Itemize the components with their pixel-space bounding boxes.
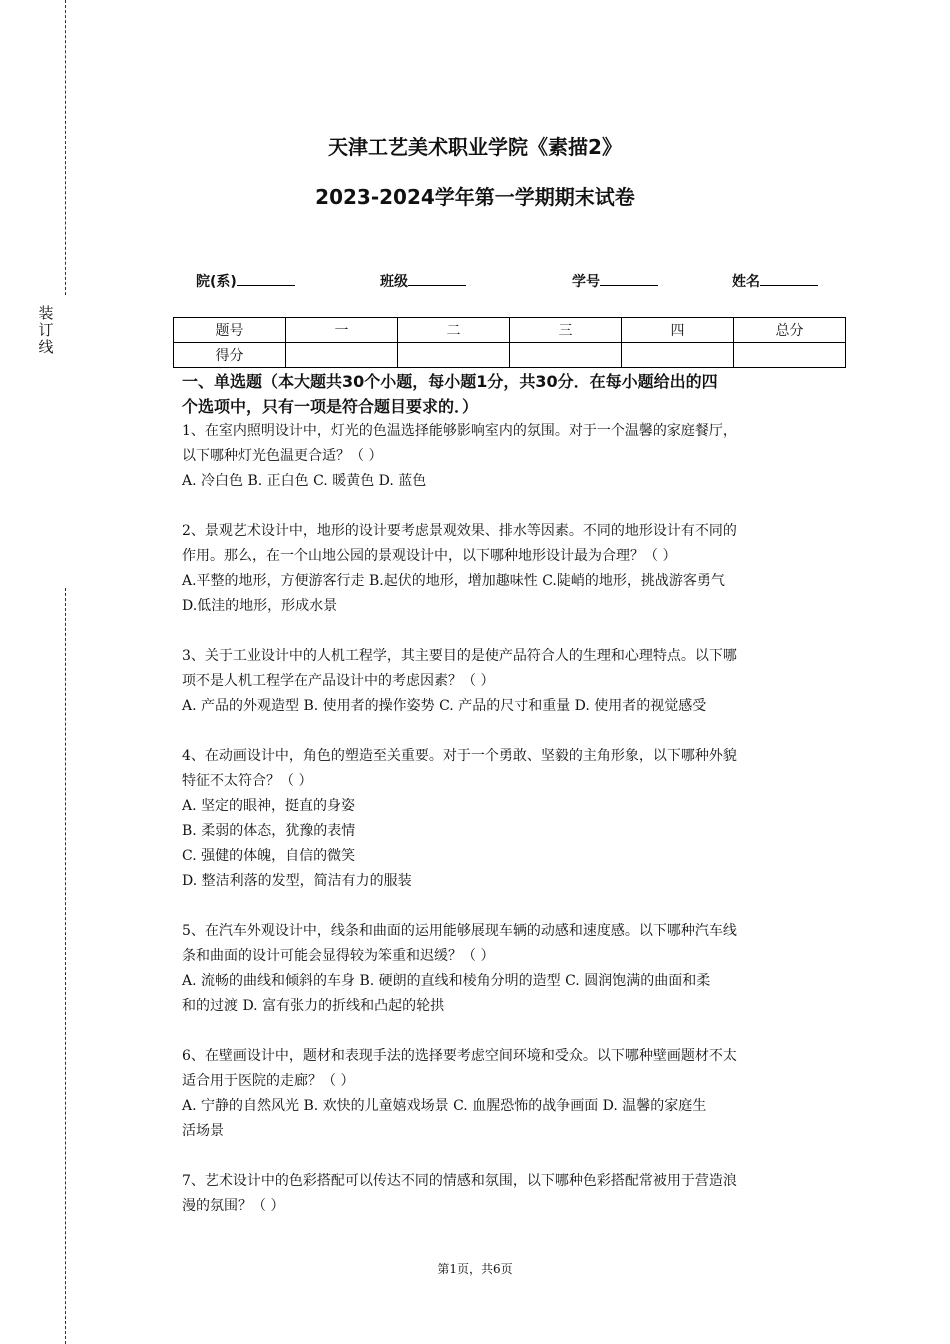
question-item (182, 1044, 842, 1144)
binding-char: 订 (38, 321, 54, 339)
score-header-cell: 四 (622, 318, 734, 343)
score-header-cell: 题号 (174, 318, 286, 343)
exam-title: 天津工艺美术职业学院《素描2》 (328, 135, 622, 159)
binding-char: 线 (38, 338, 54, 356)
page-footer: 第1页，共6页 (437, 1262, 513, 1276)
binding-char: 装 (38, 304, 54, 322)
question-line: D. 整洁利落的发型，简洁有力的服装 (182, 873, 412, 889)
class-field[interactable]: 班级 (380, 270, 466, 291)
name-field[interactable]: 姓名 (732, 270, 818, 291)
question-item (182, 919, 842, 1019)
question-line: A. 流畅的曲线和倾斜的车身 B. 硬朗的直线和棱角分明的造型 C. 圆润饱满的曲面和柔 (182, 973, 711, 989)
question-item (182, 644, 842, 719)
exam-subtitle: 2023-2024学年第一学期期末试卷 (315, 185, 635, 209)
score-cell[interactable] (398, 343, 510, 368)
binding-line-bottom (65, 588, 66, 1344)
score-table-header (174, 318, 846, 343)
section-heading: 一、单选题（本大题共30个小题，每小题1分，共30分．在每小题给出的四 个选项中，只有一项是符合题目要求的．） (182, 372, 718, 416)
question-line: 5、在汽车外观设计中，线条和曲面的运用能够展现车辆的动感和速度感。以下哪种汽车线 (182, 923, 737, 939)
question-line: 特征不太符合？（ ） (182, 773, 313, 789)
score-header-cell: 总分 (734, 318, 846, 343)
question-item (182, 519, 842, 619)
score-cell[interactable] (734, 343, 846, 368)
question-line: A. 坚定的眼神，挺直的身姿 (182, 798, 356, 814)
department-field[interactable]: 院(系) (196, 270, 295, 291)
score-cell[interactable] (286, 343, 398, 368)
score-header-cell: 一 (286, 318, 398, 343)
question-line: 作用。那么，在一个山地公园的景观设计中，以下哪种地形设计最为合理？（ ） (182, 548, 677, 564)
question-line: B. 柔弱的体态，犹豫的表情 (182, 823, 356, 839)
question-line: 2、景观艺术设计中，地形的设计要考虑景观效果、排水等因素。不同的地形设计有不同的 (182, 523, 737, 539)
question-line: 项不是人机工程学在产品设计中的考虑因素？（ ） (182, 673, 495, 689)
score-header-cell: 二 (398, 318, 510, 343)
question-item (182, 419, 842, 494)
score-table-row (174, 343, 846, 368)
student-info-row (0, 270, 950, 292)
question-item (182, 744, 842, 894)
question-line: 7、艺术设计中的色彩搭配可以传达不同的情感和氛围，以下哪种色彩搭配常被用于营造浪 (182, 1173, 737, 1189)
question-line: A. 宁静的自然风光 B. 欢快的儿童嬉戏场景 C. 血腥恐怖的战争画面 D. 温馨的家庭生 (182, 1098, 707, 1114)
question-line: C. 强健的体魄，自信的微笑 (182, 848, 356, 864)
score-header-cell: 三 (510, 318, 622, 343)
score-cell[interactable] (622, 343, 734, 368)
question-line: A.平整的地形，方便游客行走 B.起伏的地形，增加趣味性 C.陡峭的地形，挑战游客勇气 (182, 573, 725, 589)
question-item (182, 1169, 842, 1219)
question-line: 漫的氛围？（ ） (182, 1198, 285, 1214)
question-line: A. 冷白色 B. 正白色 C. 暖黄色 D. 蓝色 (182, 473, 427, 489)
binding-label (34, 305, 58, 356)
question-line: 6、在壁画设计中，题材和表现手法的选择要考虑空间环境和受众。以下哪种壁画题材不太 (182, 1048, 737, 1064)
score-cell[interactable] (510, 343, 622, 368)
question-line: A. 产品的外观造型 B. 使用者的操作姿势 C. 产品的尺寸和重量 D. 使用者的视觉感受 (182, 698, 707, 714)
student-id-field[interactable]: 学号 (572, 270, 658, 291)
question-line: 3、关于工业设计中的人机工程学，其主要目的是使产品符合人的生理和心理特点。以下哪 (182, 648, 737, 664)
question-line: 1、在室内照明设计中，灯光的色温选择能够影响室内的氛围。对于一个温馨的家庭餐厅， (182, 423, 737, 439)
question-line: 适合用于医院的走廊？（ ） (182, 1073, 355, 1089)
question-line: 4、在动画设计中，角色的塑造至关重要。对于一个勇敢、坚毅的主角形象，以下哪种外貌 (182, 748, 737, 764)
question-line: 活场景 (182, 1123, 224, 1139)
question-line: 和的过渡 D. 富有张力的折线和凸起的轮拱 (182, 998, 445, 1014)
question-line: D.低洼的地形，形成水景 (182, 598, 338, 614)
question-line: 条和曲面的设计可能会显得较为笨重和迟缓？（ ） (182, 948, 495, 964)
question-line: 以下哪种灯光色温更合适？（ ） (182, 448, 383, 464)
score-row-label: 得分 (174, 343, 286, 368)
question-list (182, 419, 842, 1244)
score-table (173, 317, 846, 368)
